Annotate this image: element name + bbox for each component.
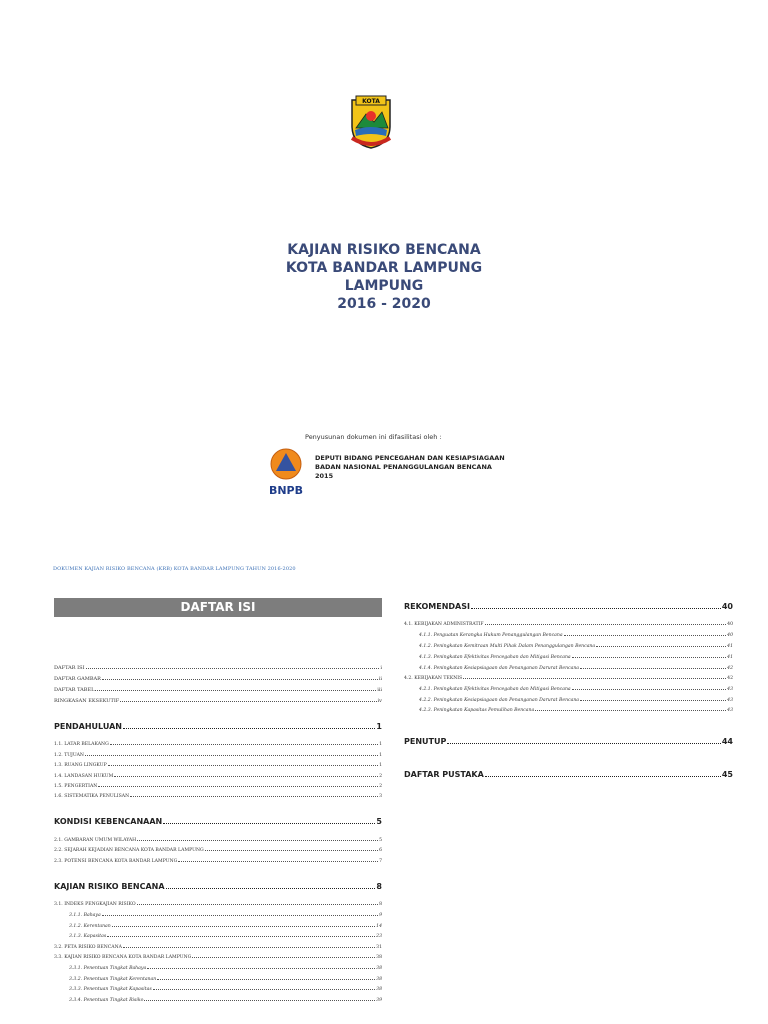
toc-leader-dots xyxy=(463,678,726,679)
toc-subsection-entry[interactable] xyxy=(54,971,382,982)
toc-subsection-entry[interactable] xyxy=(54,960,382,971)
bnpb-label: BNPB xyxy=(268,484,304,497)
toc-entry-label: 1.2. TUJUAN xyxy=(54,752,84,758)
toc-entry-label: 1.1. LATAR BELAKANG xyxy=(54,742,109,748)
toc-page-number: iv xyxy=(377,698,382,704)
toc-entry-label: PENUTUP xyxy=(404,737,447,747)
running-header: DOKUMEN KAJIAN RISIKO BENCANA (KRB) KOTA BANDAR LAMPUNG TAHUN 2016-2020 xyxy=(53,566,296,572)
toc-leader-dots xyxy=(123,947,375,948)
toc-leader-dots xyxy=(178,861,378,862)
toc-page-number: 6 xyxy=(379,848,382,854)
toc-leader-dots xyxy=(86,668,380,669)
toc-chapter-entry[interactable] xyxy=(54,813,382,826)
toc-leader-dots xyxy=(192,957,375,958)
cover-title-line: LAMPUNG xyxy=(344,278,424,294)
toc-section-entry[interactable] xyxy=(54,747,382,757)
deputi-line: DEPUTI BIDANG PENCEGAHAN DAN KESIAPSIAGAAN xyxy=(315,454,505,462)
toc-page-number: 3 xyxy=(379,794,382,800)
toc-page-number: 41 xyxy=(727,654,733,660)
toc-page-number: 38 xyxy=(376,965,382,971)
toc-leader-dots xyxy=(137,840,378,841)
toc-page-number: 23 xyxy=(376,934,382,940)
toc-subsection-entry[interactable] xyxy=(54,982,382,993)
deputi-line: BADAN NASIONAL PENANGGULANGAN BENCANA xyxy=(315,463,492,471)
toc-leader-dots xyxy=(157,979,375,980)
toc-section-entry[interactable] xyxy=(54,737,382,747)
toc-subsection-entry[interactable] xyxy=(404,660,733,671)
toc-page-number: 38 xyxy=(376,955,382,961)
toc-page-number: 9 xyxy=(379,912,382,918)
toc-leader-dots xyxy=(144,1000,375,1001)
toc-page-number: 40 xyxy=(727,622,733,628)
toc-subsection-entry[interactable] xyxy=(54,918,382,929)
svg-text:KOTA: KOTA xyxy=(362,98,380,105)
toc-page-number: ii xyxy=(378,676,382,682)
toc-entry-label: 1.5. PENGERTIAN xyxy=(54,783,98,789)
toc-entry-label: 3.1.2. Kerentanan xyxy=(69,923,111,929)
toc-leader-dots xyxy=(447,743,721,744)
toc-leader-dots xyxy=(572,689,726,690)
toc-front-matter xyxy=(54,660,382,704)
cover-title xyxy=(0,241,768,313)
toc-entry-label: 4.1.2. Peningkatan Kemitraan Multi Pihak Dalam Penanggulangan Bencana xyxy=(419,643,596,649)
toc-page-number: 7 xyxy=(379,858,382,864)
toc-entry-label: 4.2.1. Peningkatan Efektivitas Pencegahan dan Mitigasi Bencana xyxy=(419,686,571,692)
toc-leader-dots xyxy=(120,701,376,702)
toc-leader-dots xyxy=(485,624,727,625)
toc-page-number: 5 xyxy=(379,837,382,843)
toc-chapter-entry[interactable] xyxy=(404,733,733,746)
toc-front-entry[interactable] xyxy=(54,660,382,671)
toc-section-entry[interactable] xyxy=(404,671,733,681)
toc-page-number: 38 xyxy=(376,976,382,982)
deputi-block xyxy=(315,454,505,481)
toc-entry-label: DAFTAR GAMBAR xyxy=(54,676,101,682)
toc-leader-dots xyxy=(580,700,726,701)
toc-entry-label: 1.6. SISTEMATIKA PENULISAN xyxy=(54,794,130,800)
toc-leader-dots xyxy=(564,635,727,636)
toc-entry-label: 4.2.2. Peningkatan Kesiapsiagaan dan Penanganan Darurat Bencana xyxy=(419,697,580,703)
toc-page-number: 43 xyxy=(727,708,733,714)
toc-leader-dots xyxy=(85,755,378,756)
toc-entry-label: 1.3. RUANG LINGKUP xyxy=(54,763,107,769)
toc-entry-label: 4.1.1. Penguatan Kerangka Hukum Penanggulangan Bencana xyxy=(419,633,563,639)
toc-leader-dots xyxy=(572,657,726,658)
toc-page-number: 1 xyxy=(379,763,382,769)
toc-leader-dots xyxy=(123,728,375,729)
toc-page-number: 1 xyxy=(379,742,382,748)
toc-page-number: 40 xyxy=(721,602,733,611)
toc-section-entry[interactable] xyxy=(54,789,382,799)
toc-entry-label: DAFTAR ISI xyxy=(54,665,85,671)
toc-leader-dots xyxy=(596,646,726,647)
toc-leader-dots xyxy=(163,823,375,824)
toc-entry-label: 3.1.1. Bahaya xyxy=(69,912,101,918)
toc-page-number: 41 xyxy=(727,643,733,649)
toc-section-entry[interactable] xyxy=(54,758,382,768)
toc-subsection-entry[interactable] xyxy=(404,638,733,649)
toc-entry-label: 1.4. LANDASAN HUKUM xyxy=(54,773,114,779)
toc-leader-dots xyxy=(580,668,726,669)
toc-leader-dots xyxy=(166,888,376,889)
toc-entry-label: 2.1. GAMBARAN UMUM WILAYAH xyxy=(54,837,137,843)
toc-page-number: 40 xyxy=(727,633,733,639)
toc-chapter-entry[interactable] xyxy=(54,878,382,891)
toc-entry-label: 3.1. INDEKS PENGKAJIAN RISIKO xyxy=(54,901,136,907)
cover-title-line: KOTA BANDAR LAMPUNG xyxy=(285,260,483,276)
toc-entry-label: 4.1. KEBIJAKAN ADMINISTRATIF xyxy=(404,622,484,628)
toc-subsection-entry[interactable] xyxy=(404,649,733,660)
toc-subsection-entry[interactable] xyxy=(404,627,733,638)
toc-entry-label: 3.3.3. Penentuan Tingkat Kapasitas xyxy=(69,987,152,993)
toc-page-number: i xyxy=(380,665,382,671)
toc-leader-dots xyxy=(471,608,721,609)
toc-entry-label: REKOMENDASI xyxy=(404,602,470,611)
toc-page-number: 14 xyxy=(376,923,382,929)
toc-leader-dots xyxy=(95,690,376,691)
toc-entry-label: 4.1.3. Peningkatan Efektivitas Pencegahan dan Mitigasi Bencana xyxy=(419,654,571,660)
toc-entry-label: 3.2. PETA RISIKO BENCANA xyxy=(54,944,122,950)
toc-entry-label: DAFTAR TABEL xyxy=(54,687,95,693)
toc-leader-dots xyxy=(108,765,378,766)
toc-page-number: 2 xyxy=(379,783,382,789)
toc-entry-label: PENDAHULUAN xyxy=(54,722,122,731)
toc-leader-dots xyxy=(102,915,378,916)
toc-page-number: iii xyxy=(377,687,382,693)
toc-page-number: 31 xyxy=(376,944,382,950)
toc-section-entry[interactable] xyxy=(54,939,382,949)
toc-front-entry[interactable] xyxy=(54,671,382,682)
toc-section-entry[interactable] xyxy=(54,832,382,842)
toc-chapter-entry[interactable] xyxy=(54,718,382,731)
toc-entry-label: 3.3. KAJIAN RISIKO BENCANA KOTA BANDAR LAMPUNG xyxy=(54,955,192,961)
toc-section-entry[interactable] xyxy=(404,617,733,627)
cover-title-line: KAJIAN RISIKO BENCANA xyxy=(287,242,481,258)
toc-page-number: 38 xyxy=(376,987,382,993)
toc-page-number: 8 xyxy=(376,881,382,891)
toc-heading: DAFTAR ISI xyxy=(54,598,382,617)
toc-page-number: 2 xyxy=(379,773,382,779)
toc-page-number: 45 xyxy=(721,770,733,780)
toc-front-entry[interactable] xyxy=(54,682,382,693)
facilitated-by-text: Penyusunan dokumen ini difasilitasi oleh : xyxy=(305,433,442,441)
toc-page-number: 43 xyxy=(727,697,733,703)
toc-subsection-entry[interactable] xyxy=(404,692,733,703)
toc-page-number: 1 xyxy=(376,722,382,731)
toc-chapter-entry[interactable] xyxy=(404,598,733,611)
toc-section-entry[interactable] xyxy=(54,843,382,853)
toc-entry-label: 4.1.4. Peningkatan Kesiapsiagaan dan Penanganan Darurat Bencana xyxy=(419,665,580,671)
toc-page-number: 1 xyxy=(379,752,382,758)
toc-entry-label: 2.3. POTENSI BENCANA KOTA BANDAR LAMPUNG xyxy=(54,858,178,864)
toc-left-column xyxy=(54,598,382,1003)
toc-leader-dots xyxy=(147,968,375,969)
toc-leader-dots xyxy=(130,796,378,797)
toc-leader-dots xyxy=(153,989,375,990)
toc-chapters-right xyxy=(404,598,733,779)
toc-entry-label: 4.2.3. Peningkatan Kapasitas Pemulihan Bencana xyxy=(419,708,535,714)
toc-page-number: 42 xyxy=(727,665,733,671)
toc-section-entry[interactable] xyxy=(54,897,382,907)
toc-subsection-entry[interactable] xyxy=(404,703,733,714)
toc-chapter-entry[interactable] xyxy=(404,766,733,779)
toc-entry-label: 4.2. KEBIJAKAN TEKNIS xyxy=(404,675,463,681)
toc-right-column xyxy=(404,598,733,785)
toc-leader-dots xyxy=(535,710,726,711)
kota-bandar-lampung-emblem xyxy=(348,92,394,150)
toc-entry-label: RINGKASAN EKSEKUTIF xyxy=(54,698,120,704)
toc-leader-dots xyxy=(110,744,378,745)
toc-entry-label: 3.3.2. Penentuan Tingkat Kerentanan xyxy=(69,976,157,982)
toc-page-number: 43 xyxy=(727,686,733,692)
toc-entry-label: 3.1.3. Kapasitas xyxy=(69,934,107,940)
toc-page-number: 5 xyxy=(376,817,382,827)
toc-leader-dots xyxy=(98,786,378,787)
toc-entry-label: 2.2. SEJARAH KEJADIAN BENCANA KOTA BANDAR LAMPUNG xyxy=(54,848,204,854)
toc-section-entry[interactable] xyxy=(54,853,382,863)
toc-chapters-left xyxy=(54,718,382,1003)
toc-leader-dots xyxy=(205,850,378,851)
toc-leader-dots xyxy=(102,679,378,680)
toc-page-number: 39 xyxy=(376,998,382,1004)
toc-entry-label: 3.3.1. Penentuan Tingkat Bahaya xyxy=(69,965,147,971)
toc-subsection-entry[interactable] xyxy=(54,929,382,940)
toc-leader-dots xyxy=(485,776,721,777)
toc-subsection-entry[interactable] xyxy=(404,681,733,692)
toc-subsection-entry[interactable] xyxy=(54,907,382,918)
bnpb-logo xyxy=(263,447,309,497)
toc-entry-label: DAFTAR PUSTAKA xyxy=(404,770,484,780)
deputi-line: 2015 xyxy=(315,472,334,480)
toc-section-entry[interactable] xyxy=(54,950,382,960)
toc-entry-label: 3.3.4. Penentuan Tingkat Risiko xyxy=(69,998,144,1004)
toc-entry-label: KONDISI KEBENCANAAN xyxy=(54,817,163,827)
toc-section-entry[interactable] xyxy=(54,779,382,789)
toc-leader-dots xyxy=(137,904,378,905)
toc-subsection-entry[interactable] xyxy=(54,992,382,1003)
toc-page-number: 42 xyxy=(727,675,733,681)
toc-section-entry[interactable] xyxy=(54,768,382,778)
toc-leader-dots xyxy=(112,926,375,927)
cover-title-line: 2016 - 2020 xyxy=(337,296,431,312)
toc-leader-dots xyxy=(107,936,375,937)
toc-front-entry[interactable] xyxy=(54,693,382,704)
toc-page-number: 44 xyxy=(721,737,733,747)
toc-page-number: 8 xyxy=(379,901,382,907)
toc-leader-dots xyxy=(114,776,378,777)
toc-entry-label: KAJIAN RISIKO BENCANA xyxy=(54,881,165,891)
